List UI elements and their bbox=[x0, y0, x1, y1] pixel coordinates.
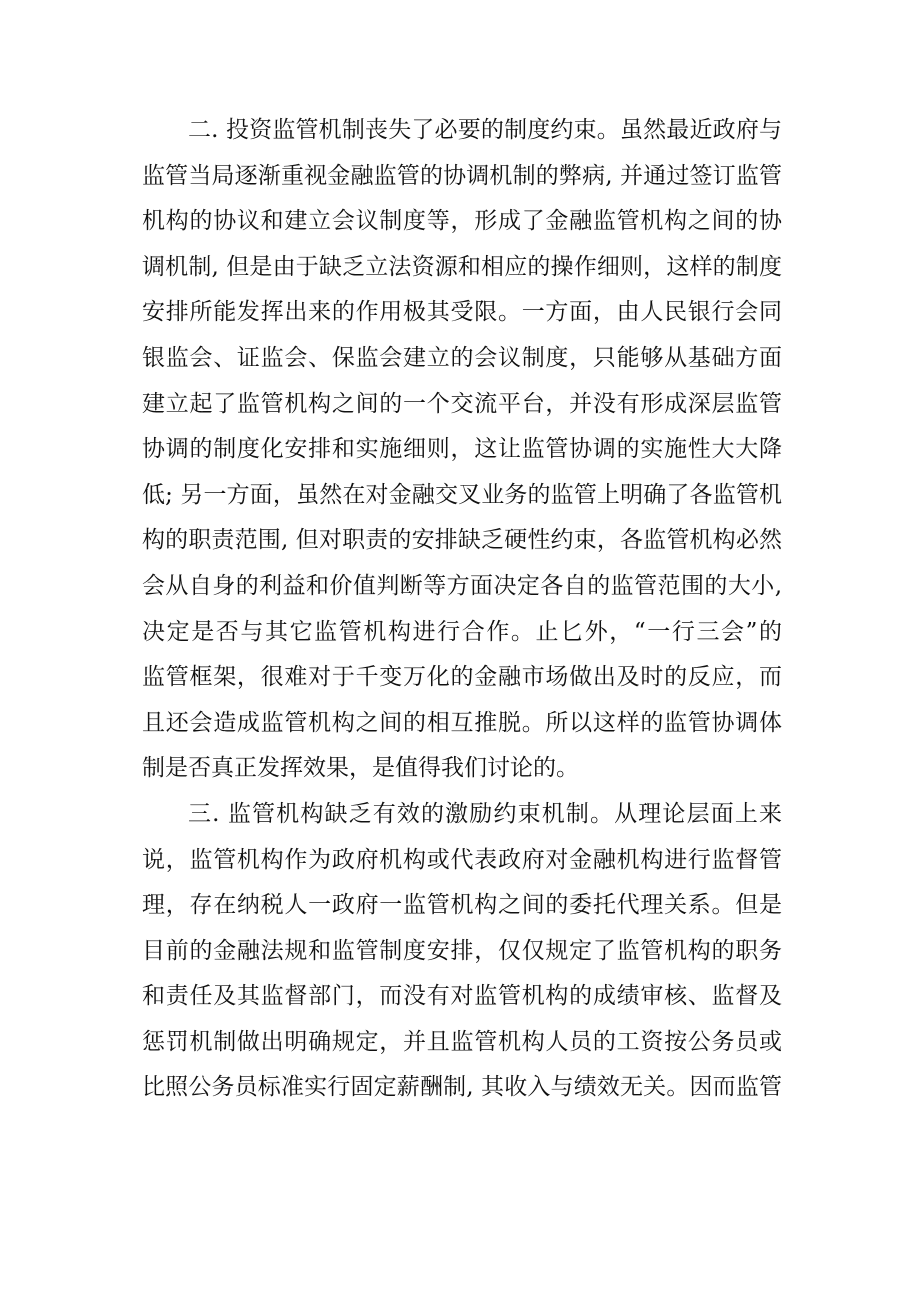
paragraph-line: 构的职责范围, 但对职责的安排缺乏硬性约束，各监管机构必然 bbox=[142, 527, 782, 554]
paragraph-line: 说，监管机构作为政府机构或代表政府对金融机构进行监督管 bbox=[142, 846, 782, 873]
paragraph-line: 决定是否与其它监管机构进行合作。止匕外，“一行三会”的 bbox=[142, 618, 782, 645]
paragraph-line: 银监会、证监会、保监会建立的会议制度，只能够从基础方面 bbox=[142, 344, 782, 371]
paragraph-line: 建立起了监管机构之间的一个交流平台，并没有形成深层监管 bbox=[142, 390, 782, 417]
paragraph-line: 三. 监管机构缺乏有效的激励约束机制。从理论层面上来 bbox=[188, 800, 782, 827]
paragraph-line: 目前的金融法规和监管制度安排，仅仅规定了监管机构的职务 bbox=[142, 937, 782, 964]
paragraph-line: 二. 投资监管机制丧失了必要的制度约束。虽然最近政府与 bbox=[188, 117, 782, 143]
paragraph-line: 机构的协议和建立会议制度等，形成了金融监管机构之间的协 bbox=[142, 208, 782, 235]
paragraph-line: 会从自身的利益和价值判断等方面决定各自的监管范围的大小, bbox=[142, 572, 782, 599]
paragraph-line: 监管当局逐渐重视金融监管的协调机制的弊病, 并通过签订监管 bbox=[142, 162, 782, 189]
paragraph-line: 低; 另一方面，虽然在对金融交叉业务的监管上明确了各监管机 bbox=[142, 481, 782, 508]
paragraph-line: 和责任及其监督部门，而没有对监管机构的成绩审核、监督及 bbox=[142, 983, 782, 1010]
paragraph-line: 协调的制度化安排和实施细则，这让监管协调的实施性大大降 bbox=[142, 436, 782, 463]
paragraph-incentive-mechanism bbox=[142, 792, 782, 1111]
paragraph-line: 比照公务员标准实行固定薪酬制, 其收入与绩效无关。因而监管 bbox=[142, 1074, 782, 1101]
paragraph-investment-oversight bbox=[142, 108, 782, 792]
paragraph-line: 惩罚机制做出明确规定，并且监管机构人员的工资按公务员或 bbox=[142, 1028, 782, 1055]
paragraph-line: 监管框架，很难对于千变万化的金融市场做出及时的反应，而 bbox=[142, 664, 782, 691]
paragraph-line: 安排所能发挥出来的作用极其受限。一方面，由人民银行会同 bbox=[142, 299, 782, 326]
paragraph-line: 调机制, 但是由于缺乏立法资源和相应的操作细则，这样的制度 bbox=[142, 253, 782, 280]
paragraph-line: 制是否真正发挥效果，是值得我们讨论的。 bbox=[142, 755, 579, 782]
paragraph-line: 且还会造成监管机构之间的相互推脱。所以这样的监管协调体 bbox=[142, 709, 782, 736]
document-body bbox=[142, 108, 782, 1111]
paragraph-line: 理，存在纳税人一政府一监管机构之间的委托代理关系。但是 bbox=[142, 892, 782, 919]
